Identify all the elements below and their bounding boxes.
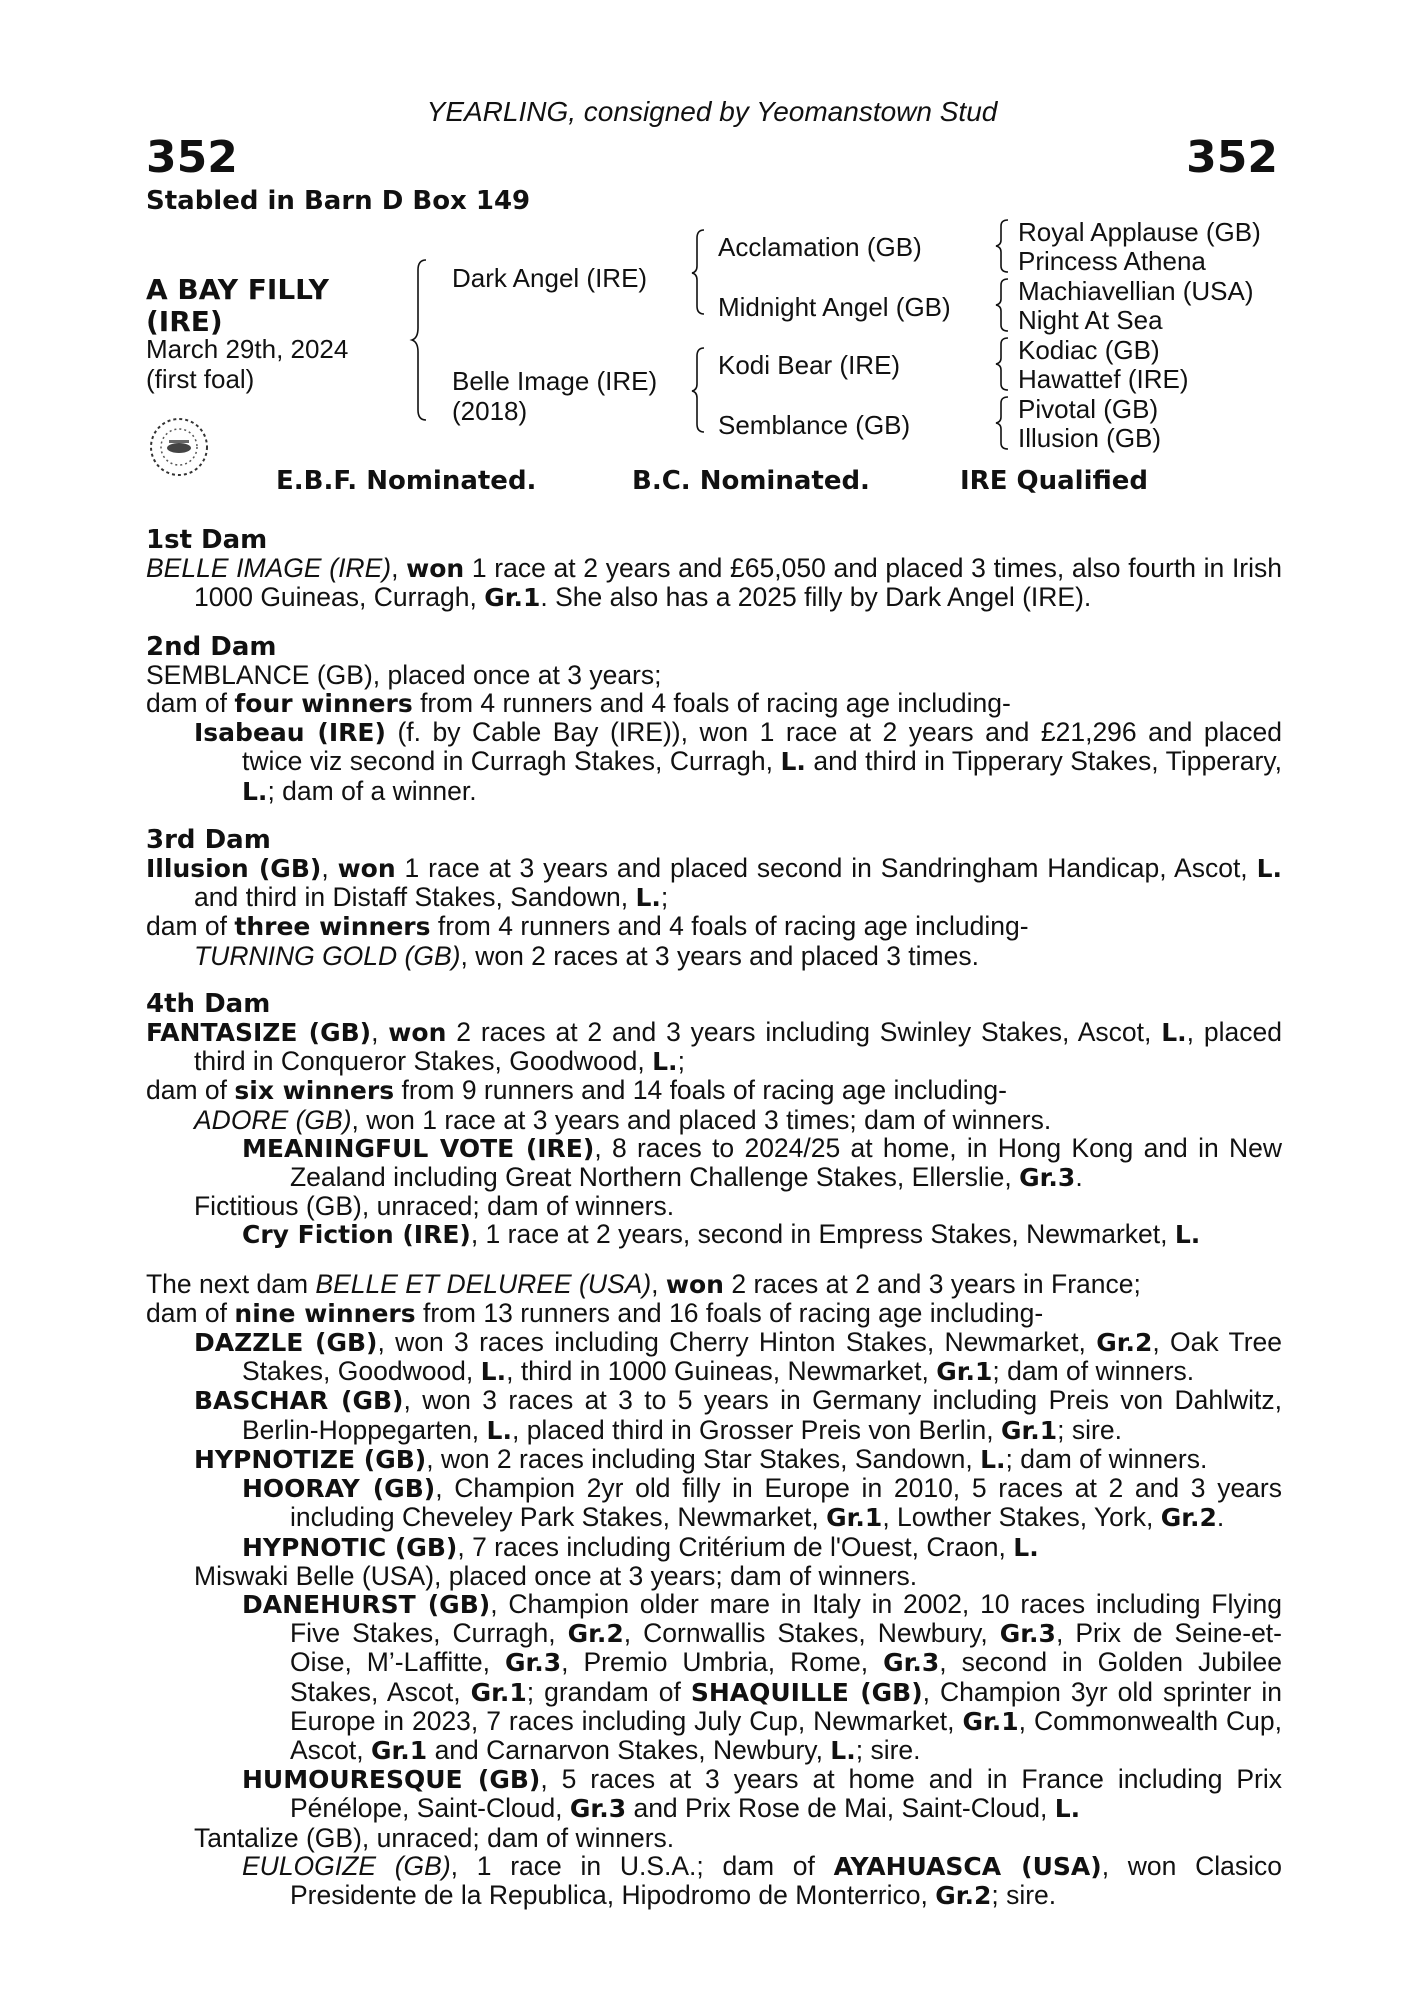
foaling-date: March 29th, 2024	[146, 334, 349, 364]
section-title-dam3: 3rd Dam	[146, 824, 271, 855]
yeomanstown-stud-seal-icon	[144, 412, 214, 482]
pedigree-bracket-sire	[690, 228, 708, 316]
list-item: Tantalize (GB), unraced; dam of winners.	[194, 1822, 675, 1853]
pedigree-bracket-g1	[994, 218, 1012, 274]
next-dam-produce: dam of nine winners from 13 runners and 16 foals of racing age including-	[146, 1297, 1044, 1328]
list-item: Fictitious (GB), unraced; dam of winners.	[194, 1191, 675, 1222]
ire-qualified: IRE Qualified	[960, 466, 1149, 496]
pedigree-bracket-g4	[994, 395, 1012, 451]
dam2-produce: dam of four winners from 4 runners and 4 foals of racing age including-	[146, 688, 1011, 719]
dam2-text: SEMBLANCE (GB), placed once at 3 years;	[146, 659, 662, 690]
lot-number-right: 352	[1186, 132, 1278, 183]
pedigree-bracket-g2	[994, 277, 1012, 333]
foal-info	[146, 334, 348, 394]
list-item: Miswaki Belle (USA), placed once at 3 years; dam of winners.	[194, 1560, 918, 1591]
list-item: MEANINGFUL VOTE (IRE), 8 races to 2024/25 at home, in Hong Kong and in New Zealand including Great Northern Challenge Stakes, Ellerslie, Gr.3.	[242, 1132, 1282, 1193]
list-item: HYPNOTIC (GB), 7 races including Critérium de l'Ouest, Craon, L.	[242, 1531, 1039, 1562]
list-item: HYPNOTIZE (GB), won 2 races including Star Stakes, Sandown, L.; dam of winners.	[194, 1443, 1208, 1474]
pedigree-g4-7: Pivotal (GB)	[1018, 394, 1159, 424]
pedigree-g4-1: Royal Applause (GB)	[1018, 217, 1261, 247]
pedigree-g4-4: Night At Sea	[1018, 305, 1163, 335]
section-title-dam4: 4th Dam	[146, 988, 271, 1019]
list-item: TURNING GOLD (GB), won 2 races at 3 years and placed 3 times.	[194, 940, 979, 971]
pedigree-sire-sire: Acclamation (GB)	[718, 232, 922, 262]
horse-title: A BAY FILLY (IRE)	[146, 273, 329, 338]
pedigree-bracket-dam	[690, 346, 708, 434]
foal-note: (first foal)	[146, 364, 255, 394]
pedigree-g4-5: Kodiac (GB)	[1018, 335, 1160, 365]
pedigree-bracket-g3	[994, 336, 1012, 392]
dam3-text: Illusion (GB), won 1 race at 3 years and placed second in Sandringham Handicap, Ascot, L. and third in Distaff Stakes, Sandown, L.;	[146, 853, 1282, 913]
section-title-dam1: 1st Dam	[146, 525, 268, 555]
list-item: DANEHURST (GB), Champion older mare in Italy in 2002, 10 races including Flying Five Stakes, Curragh, Gr.2, Cornwallis Stakes, Newbury, Gr.3, Prix de Seine-et-Oise, M’-Laffitte, Gr.3, Premio Umbria, Rome, Gr.3, second in Golden Jubilee Stakes, Ascot, Gr.1; grandam of SHAQUILLE (GB), Champion 3yr old sprinter in Europe in 2023, 7 races including July Cup, Newmarket, Gr.1, Commonwealth Cup, Ascot, Gr.1 and Carnarvon Stakes, Newbury, L.; sire.	[242, 1588, 1282, 1765]
pedigree-g4-3: Machiavellian (USA)	[1018, 276, 1254, 306]
bc-nomination: B.C. Nominated.	[632, 466, 870, 496]
dam3-produce: dam of three winners from 4 runners and 4 foals of racing age including-	[146, 911, 1029, 942]
list-item: EULOGIZE (GB), 1 race in U.S.A.; dam of AYAHUASCA (USA), won Clasico Presidente de la Republica, Hipodromo de Monterrico, Gr.2; sire.	[242, 1850, 1282, 1910]
list-item: HOORAY (GB), Champion 2yr old filly in Europe in 2010, 5 races at 2 and 3 years including Cheveley Park Stakes, Newmarket, Gr.1, Lowther Stakes, York, Gr.2.	[242, 1473, 1282, 1533]
list-item: HUMOURESQUE (GB), 5 races at 3 years at home and in France including Prix Pénélope, Saint-Cloud, Gr.3 and Prix Rose de Mai, Saint-Cloud, L.	[242, 1764, 1283, 1824]
pedigree-bracket-main	[410, 258, 430, 422]
stabling-info: Stabled in Barn D Box 149	[146, 186, 531, 216]
list-item: Isabeau (IRE) (f. by Cable Bay (IRE)), won 1 race at 2 years and £21,296 and placed twice viz second in Curragh Stakes, Curragh, L. and third in Tipperary Stakes, Tipperary, L.; dam of a winner.	[194, 717, 1282, 806]
pedigree-dam-sire: Kodi Bear (IRE)	[718, 350, 901, 380]
pedigree-g4-2: Princess Athena	[1018, 246, 1206, 276]
dam1-text: BELLE IMAGE (IRE), won 1 race at 2 years and £65,050 and placed 3 times, also fourth in Irish 1000 Guineas, Curragh, Gr.1. She also has a 2025 filly by Dark Angel (IRE).	[146, 553, 1283, 613]
section-title-dam2: 2nd Dam	[146, 631, 277, 662]
lot-number-left: 352	[146, 132, 238, 183]
ebf-nomination: E.B.F. Nominated.	[276, 466, 537, 496]
list-item: Cry Fiction (IRE), 1 race at 2 years, second in Empress Stakes, Newmarket, L.	[242, 1219, 1201, 1250]
pedigree-g4-6: Hawattef (IRE)	[1018, 364, 1189, 394]
next-dam-text: The next dam BELLE ET DELUREE (USA), won 2 races at 2 and 3 years in France;	[146, 1268, 1141, 1299]
catalogue-body	[146, 526, 1282, 1910]
pedigree-g4-8: Illusion (GB)	[1018, 423, 1162, 453]
list-item: ADORE (GB), won 1 race at 3 years and placed 3 times; dam of winners.	[194, 1104, 1052, 1135]
consignment-line: YEARLING, consigned by Yeomanstown Stud	[426, 96, 998, 127]
pedigree-dam: Belle Image (IRE) (2018)	[452, 366, 658, 426]
dam4-produce: dam of six winners from 9 runners and 14 foals of racing age including-	[146, 1075, 1007, 1106]
pedigree-dam-dam: Semblance (GB)	[718, 410, 911, 440]
dam4-text: FANTASIZE (GB), won 2 races at 2 and 3 years including Swinley Stakes, Ascot, L., placed third in Conqueror Stakes, Goodwood, L.;	[146, 1017, 1282, 1077]
pedigree-sire-dam: Midnight Angel (GB)	[718, 292, 951, 322]
pedigree-sire: Dark Angel (IRE)	[452, 263, 648, 293]
list-item: DAZZLE (GB), won 3 races including Cherry Hinton Stakes, Newmarket, Gr.2, Oak Tree Stakes, Goodwood, L., third in 1000 Guineas, Newmarket, Gr.1; dam of winners.	[194, 1327, 1282, 1387]
list-item: BASCHAR (GB), won 3 races at 3 to 5 years in Germany including Preis von Dahlwitz, Berlin-Hoppegarten, L., placed third in Grosser Preis von Berlin, Gr.1; sire.	[194, 1385, 1282, 1445]
